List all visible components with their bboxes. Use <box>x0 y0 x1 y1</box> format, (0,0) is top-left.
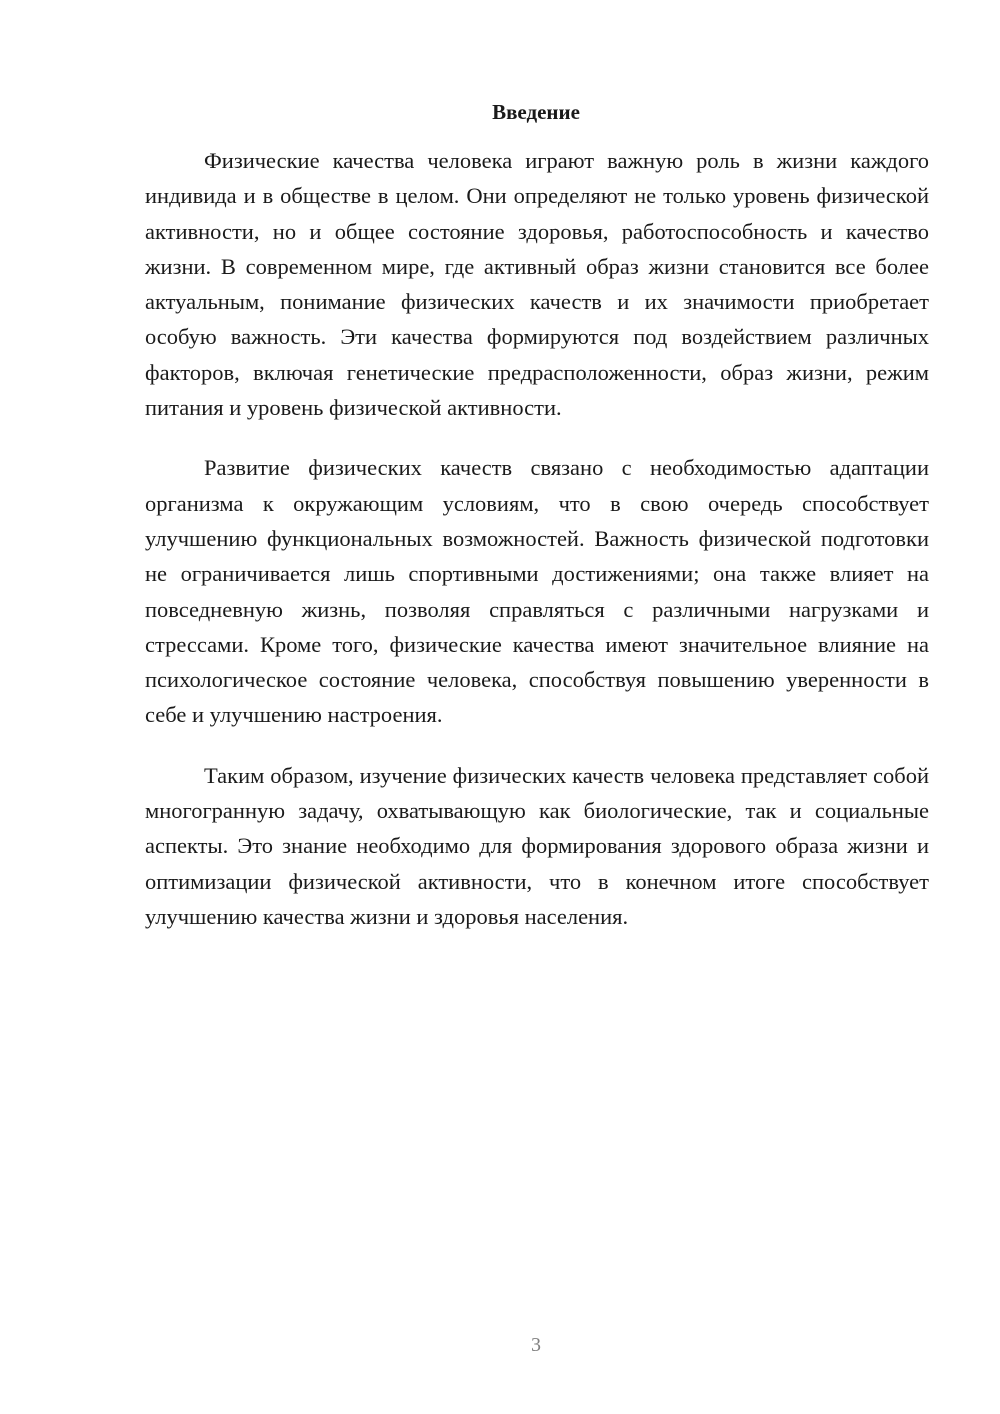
paragraph-3: Таким образом, изучение физических качеств человека представляет собой многогранную задачу, охватывающую как биологические, так и социальные аспекты. Это знание необходимо для формирования здорового образа жизни и оптимизации физической активности, что в конечном итоге способствует улучшению качества жизни и здоровья населения. <box>145 762 929 929</box>
section-heading: Введение <box>492 100 580 124</box>
page-number: 3 <box>531 1334 541 1356</box>
paragraph-2: Развитие физических качеств связано с необходимостью адаптации организма к окружающим условиям, что в свою очередь способствует улучшению функциональных возможностей. Важность физической подготовки не ограничивается лишь спортивными достижениями; она также влияет на повседневную жизнь, позволяя справляться с различными нагрузками и стрессами. Кроме того, физические качества имеют значительное влияние на психологическое состояние человека, способствуя повышению уверенности в себе и улучшению настроения. <box>145 455 929 728</box>
paragraph-1: Физические качества человека играют важную роль в жизни каждого индивида и в обществе в целом. Они определяют не только уровень физической активности, но и общее состояние здоровья, работоспособность и качество жизни. В современном мире, где активный образ жизни становится все более актуальным, понимание физических качеств и их значимости приобретает особую важность. Эти качества формируются под воздействием различных факторов, включая генетические предрасположенности, образ жизни, режим питания и уровень физической активности. <box>145 148 929 421</box>
body-text <box>145 143 929 959</box>
